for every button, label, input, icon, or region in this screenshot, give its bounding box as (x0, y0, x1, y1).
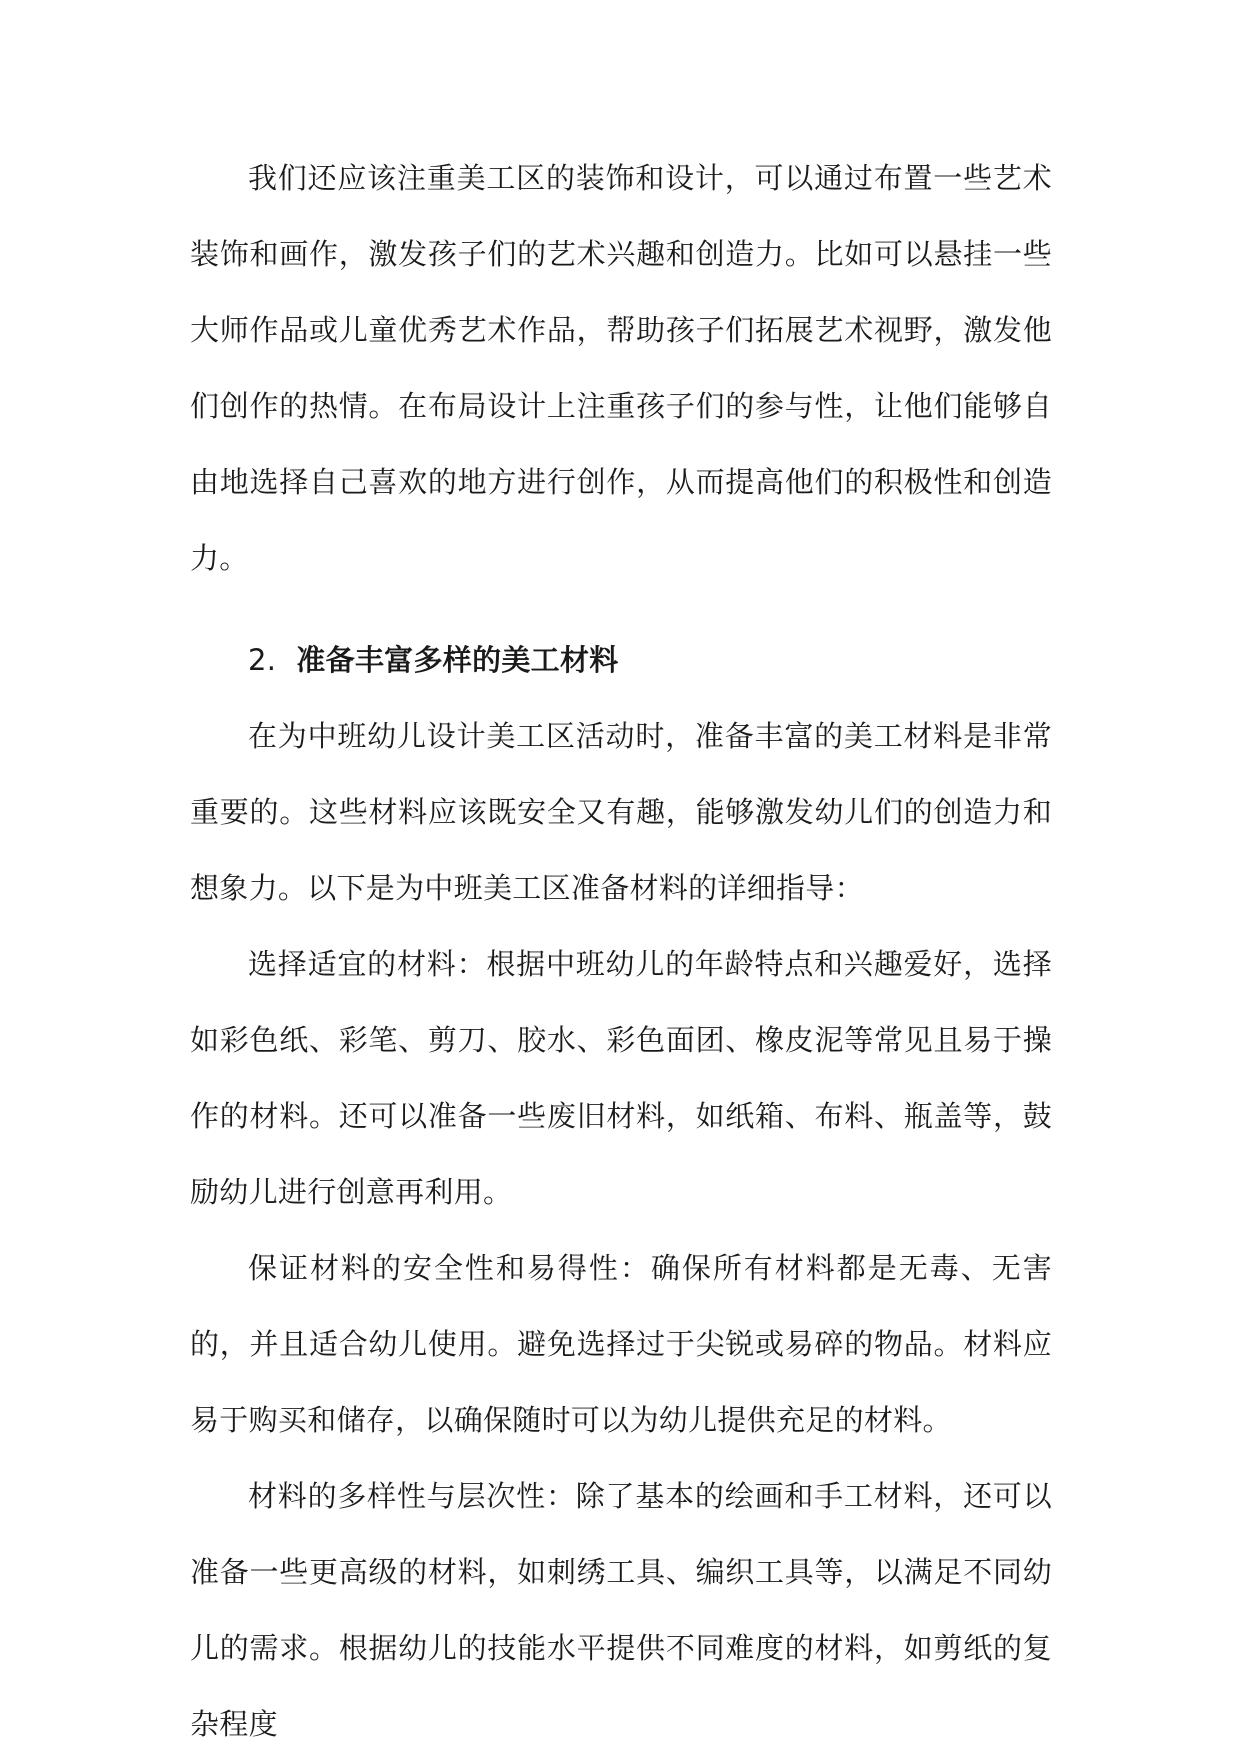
section-heading (190, 622, 1052, 698)
paragraph-decoration-design: 我们还应该注重美工区的装饰和设计，可以通过布置一些艺术装饰和画作，激发孩子们的艺术兴趣和创造力。比如可以悬挂一些大师作品或儿童优秀艺术作品，帮助孩子们拓展艺术视野，激发他们创作的热情。在布局设计上注重孩子们的参与性，让他们能够自由地选择自己喜欢的地方进行创作，从而提高他们的积极性和创造力。 (190, 161, 1052, 575)
section-number: 2. (248, 643, 277, 677)
document-body (190, 140, 1052, 1762)
section-title: 准备丰富多样的美工材料 (296, 643, 619, 677)
paragraph-material-safety: 保证材料的安全性和易得性：确保所有材料都是无毒、无害的，并且适合幼儿使用。避免选择过于尖锐或易碎的物品。材料应易于购买和储存，以确保随时可以为幼儿提供充足的材料。 (190, 1251, 1052, 1437)
paragraph-choose-materials: 选择适宜的材料：根据中班幼儿的年龄特点和兴趣爱好，选择如彩色纸、彩笔、剪刀、胶水、彩色面团、橡皮泥等常见且易于操作的材料。还可以准备一些废旧材料，如纸箱、布料、瓶盖等，鼓励幼儿进行创意再利用。 (190, 947, 1052, 1209)
paragraph-materials-intro: 在为中班幼儿设计美工区活动时，准备丰富的美工材料是非常重要的。这些材料应该既安全又有趣，能够激发幼儿们的创造力和想象力。以下是为中班美工区准备材料的详细指导： (190, 719, 1052, 905)
paragraph-material-diversity: 材料的多样性与层次性：除了基本的绘画和手工材料，还可以准备一些更高级的材料，如刺绣工具、编织工具等，以满足不同幼儿的需求。根据幼儿的技能水平提供不同难度的材料，如剪纸的复杂程度 (190, 1479, 1052, 1741)
